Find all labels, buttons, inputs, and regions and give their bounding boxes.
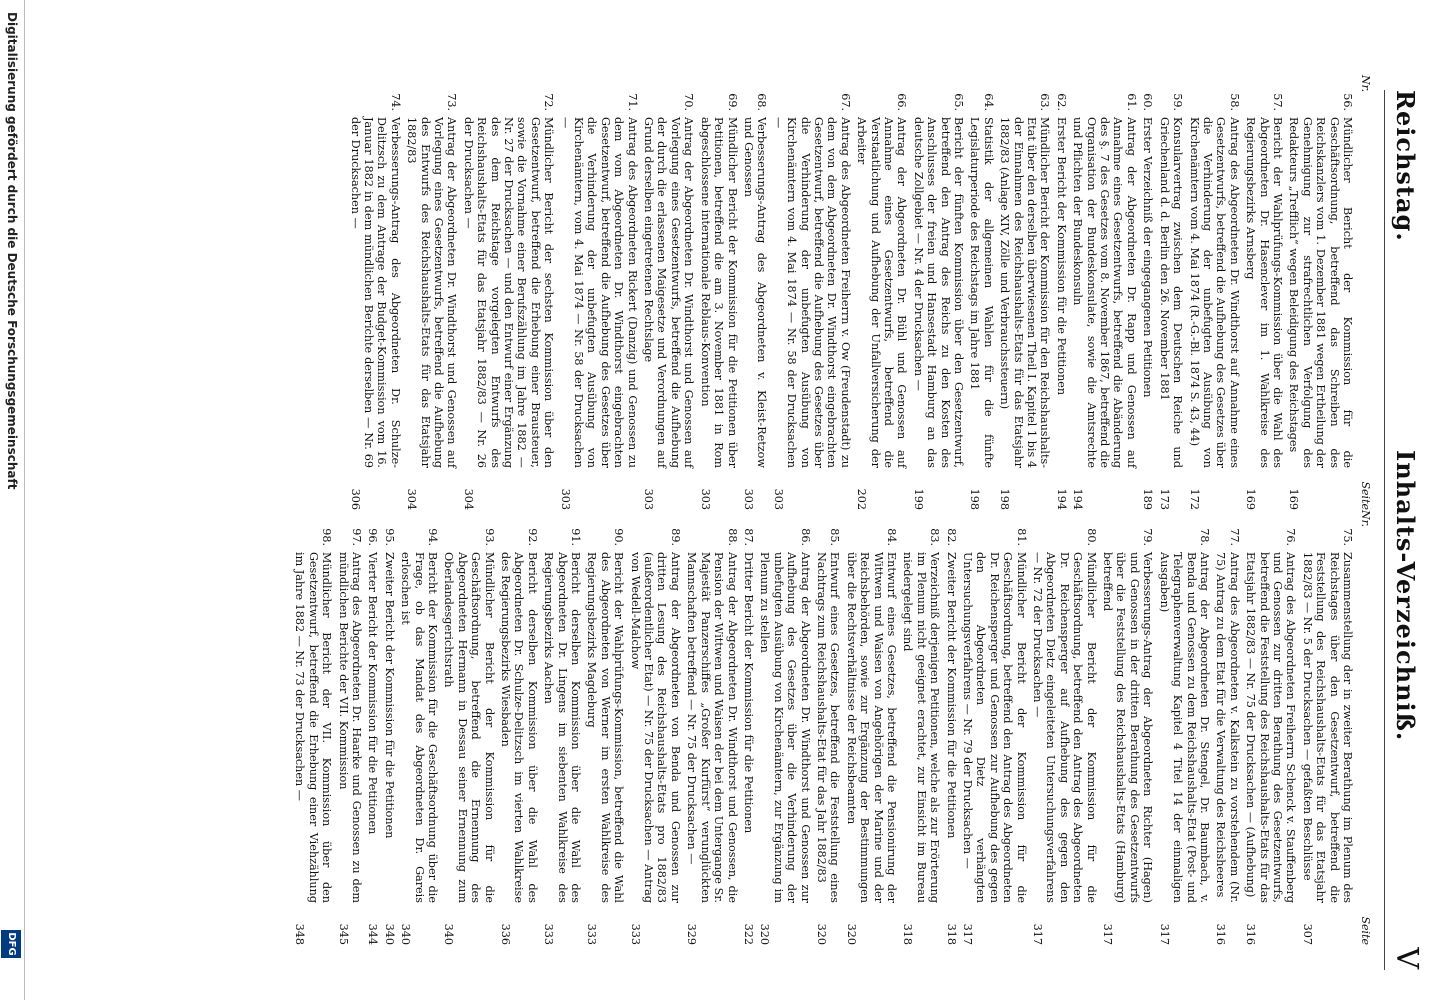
- nr-head: Nr.: [1359, 75, 1372, 93]
- entry-number: 72.: [542, 93, 556, 111]
- toc-entry: [642, 75, 696, 510]
- entry-title: Bericht der Kommission für die Geschäftsordnung über die Frage, ob das Mandat des Abgeordneten Dr. Gareis erloschen ist: [399, 552, 439, 903]
- entry-page: 198: [998, 488, 1012, 510]
- entry-title: Mündlicher Bericht der Kommission für die Geschäftsordnung, betreffend den Antrag des Abgeordneten Dr. Reichensperger auf Aufhebung des gegen den Abgeordneten Dietz eingeleiteten Untersuchungsverfahrens — Nr. 72 der Drucksachen —: [1031, 552, 1098, 903]
- entry-number: 97.: [349, 528, 363, 546]
- entry-page: 318: [901, 923, 915, 945]
- left-column: [345, 75, 1372, 510]
- entry-number: 73.: [445, 93, 459, 111]
- entry-number: 62.: [1054, 93, 1068, 111]
- entry-title: Mündlicher Bericht der Kommission für die Geschäftsordnung, betreffend den Antrag des Abgeordneten Dr. Reichensperger und Genossen zur Aufhebung des gegen den Abgeordneten Dietz verhängten Untersuchungsverfahrens — Nr. 79 der Drucksachen —: [961, 552, 1028, 903]
- entry-title: Antrag des Abgeordneten Freiherrn Schenck v. Stauffenberg und Genossen zur dritten Berathung des Gesetzentwurfs, betreffend die Feststellung des Reichshaushalts-Etats für das Etatsjahr 1882/83 — Nr. 75 der Drucksachen — (Aufhebung): [1244, 552, 1298, 903]
- funding-note: Digitalisierung gefördert durch die Deutsche Forschungsgemeinschaft: [5, 12, 19, 490]
- entry-title: Antrag des Abgeordneten Dr. Windthorst auf Annahme eines Gesetzentwurfs, betreffend die Aufhebung des Gesetzes über die Verhinderung der unbefugten Ausübung von Kirchenämtern vom 4. Mai 1874 (R.-G.-Bl. 1874 S. 43, 44): [1187, 117, 1241, 468]
- entry-number: 66.: [895, 93, 909, 111]
- entry-page: 303: [642, 488, 656, 510]
- header-center: Inhalts-Verzeichniß.: [1391, 450, 1420, 742]
- entry-number: 93.: [482, 528, 496, 546]
- entry-title: Antrag der Abgeordneten Dr. Windthorst und Genossen auf Vorlegung eines Gesetzentwurfs, betreffend die Aufhebung des Entwurfs des Reichshaushalts-Etats für das Etatsjahr 1882/83: [405, 117, 459, 468]
- entry-number: 90.: [612, 528, 626, 546]
- entry-title: Bericht derselben Kommission über die Wahl des Abgeordneten Dr. Schulze-Delitzsch im vierten Wahlkreise des Regierungsbezirks Wiesbaden: [499, 552, 539, 903]
- entry-title: Entwurf eines Gesetzes, betreffend die Feststellung eines Nachtrags zum Reichshaushalts-Etat für das Jahr 1882/83: [814, 552, 842, 903]
- entry-title: Verzeichniß derjenigen Petitionen, welche als zur Erörterung im Plenum nicht geeignet erachtet, zur Einsicht im Bureau niedergelegt sind: [901, 552, 942, 903]
- entry-number: 87.: [741, 528, 755, 546]
- header-left: Reichstag.: [1391, 90, 1420, 242]
- toc-entry: [685, 510, 739, 945]
- toc-entry: [382, 510, 395, 945]
- entry-page: 303: [698, 488, 712, 510]
- entry-title: Antrag des Abgeordneten Freiherrn v. Ow (Freudenstadt) zu dem von dem Abgeordneten Dr. Windthorst eingebrachten Gesetzentwurf, betreffend die Aufhebung des Gesetzes über die Verhinderung der unbefugten Ausübung von Kirchenämtern vom 4. Mai 1874 — Nr. 58 der Drucksachen —: [771, 117, 852, 468]
- seite-head: Seite: [1359, 481, 1372, 510]
- entry-page: 202: [855, 488, 869, 510]
- entry-page: 303: [558, 488, 572, 510]
- entry-page: 303: [771, 488, 785, 510]
- entry-title: Erster Verzeichniß der eingegangenen Petitionen: [1141, 117, 1155, 398]
- toc-entry: [336, 510, 363, 945]
- toc-entry: [855, 75, 909, 510]
- entry-page: 333: [628, 923, 642, 945]
- toc-entry: [844, 510, 898, 945]
- entry-page: 322: [741, 923, 755, 945]
- dfg-logo: DFG: [1, 930, 21, 958]
- toc-entry: [348, 75, 402, 510]
- toc-entry: [1244, 510, 1298, 945]
- entry-title: Mündlicher Bericht der Kommission für die Petitionen über Petitionen, betreffend die am 3. November 1881 in Rom abgeschlossene internationale Reblaus-Konvention: [698, 117, 739, 468]
- entry-page: 317: [1101, 923, 1115, 945]
- seite-head: Seite: [1359, 916, 1372, 945]
- entry-number: 91.: [569, 528, 583, 546]
- toc-entry: [585, 510, 625, 945]
- entry-title: Bericht der fünften Kommission über den Gesetzentwurf, betreffend den Antrag des Reichs zu den Kosten des Anschlusses der freien und Hansestadt Hamburg an das deutsche Zollgebiet — Nr. 4 der Drucksachen —: [911, 117, 966, 468]
- entry-page: 340: [399, 923, 413, 945]
- entry-number: 59.: [1171, 93, 1185, 111]
- toc-entry: [542, 510, 582, 945]
- entry-title: Antrag der Abgeordneten Dr. Stengel, Dr. Baumbach, v. Benda und Genossen zu dem Reichshaushalts-Etat (Post- und Telegraphenverwaltung Kapitel 4 Titel 14 der einmaligen Ausgaben): [1157, 552, 1211, 903]
- header-rule: [1384, 90, 1385, 970]
- entry-number: 86.: [798, 528, 812, 546]
- entry-page: 173: [1157, 488, 1171, 510]
- toc-entry: [499, 510, 539, 945]
- entry-title: Antrag des Abgeordneten Rickert (Danzig) und Genossen zu dem vom Abgeordneten Dr. Windthorst eingebrachten Gesetzentwurf, betreffend die Aufhebung des Gesetzes über die Verhinderung der unbefugten Ausübung von Kirchenämtern, vom 4. Mai 1874 — Nr. 58 der Drucksachen —: [558, 117, 639, 468]
- toc-entry: [1071, 75, 1138, 510]
- running-head: [1384, 90, 1424, 970]
- toc-entry: [1287, 75, 1354, 510]
- entry-number: 84.: [885, 528, 898, 546]
- entry-page: 340: [382, 923, 396, 945]
- entry-title: Zweiter Bericht der Kommission für die Petitionen: [944, 552, 958, 839]
- entry-list: [348, 75, 1354, 510]
- toc-entry: [1187, 75, 1241, 510]
- entry-page: 336: [499, 923, 513, 945]
- entry-title: Dritter Bericht der Kommission für die Petitionen: [741, 552, 755, 834]
- entry-page: 303: [741, 488, 755, 510]
- right-column: [290, 510, 1372, 945]
- digitization-footer: [0, 0, 25, 1000]
- entry-title: Mündlicher Bericht der VII. Kommission über den Gesetzentwurf, betreffend die Erhebung einer Viehzählung im Jahre 1882 — Nr. 73 der Drucksachen —: [293, 552, 334, 903]
- entry-title: Antrag der Abgeordneten Dr. Bühl und Genossen auf Annahme eines Gesetzentwurfs, betreffend die Verstaatlichung und Aufhebung der Unfallversicherung der Arbeiter: [855, 117, 909, 468]
- entry-page: 329: [685, 923, 699, 945]
- entry-page: 333: [542, 923, 556, 945]
- page-number-roman: V: [1389, 947, 1424, 970]
- toc-entry: [968, 75, 995, 510]
- entry-number: 71.: [625, 93, 639, 111]
- toc-entry: [1244, 75, 1284, 510]
- entry-number: 65.: [952, 93, 966, 111]
- toc-entry: [1141, 75, 1154, 510]
- entry-number: 63.: [1038, 93, 1052, 111]
- toc-entry: [998, 75, 1052, 510]
- entry-page: 199: [911, 488, 925, 510]
- column-head: [1354, 510, 1372, 945]
- toc-entry: [698, 75, 738, 510]
- toc-entry: [1300, 510, 1354, 945]
- entry-page: 194: [1054, 488, 1068, 510]
- entry-title: Konsularvertrag zwischen dem Deutschen Reiche und Griechenland d. d. Berlin den 26. November 1881: [1157, 117, 1185, 468]
- toc-entry: [758, 510, 812, 945]
- entry-title: Zusammenstellung der in zweiter Berathung im Plenum des Reichstages über den Gesetzentwurf, betreffend die Feststellung des Reichshaushalts-Etats für das Etatsjahr 1882/83 — Nr. 5 der Drucksachen — gefaßten Beschlüsse: [1300, 552, 1354, 903]
- entry-number: 78.: [1197, 528, 1211, 546]
- entry-page: 318: [944, 923, 958, 945]
- toc-entry: [1031, 510, 1098, 945]
- toc-entry: [399, 510, 439, 945]
- entry-title: Verbesserungs-Antrag des Abgeordneten Dr. Schulze-Delitzsch zu dem Antrage der Budget-Kommission vom 16. Januar 1882 in dem mündlichen Berichte derselben — Nr. 69 der Drucksachen —: [348, 117, 402, 468]
- entry-number: 79.: [1141, 528, 1155, 546]
- entry-title: Antrag der Abgeordneten Dr. Rapp und Genossen auf Annahme eines Gesetzentwurfs, betreffend die Abänderung des §. 7 des Gesetzes vom 8. November 1867, betreffend die Organisation der Bundeskonsulate, sowie die Amtsrechte und Pflichten der Bundeskonsuln: [1071, 117, 1138, 468]
- toc-entry: [944, 510, 957, 945]
- entry-number: 68.: [755, 93, 769, 111]
- entry-number: 89.: [668, 528, 682, 546]
- entry-page: 304: [405, 488, 419, 510]
- entry-number: 69.: [725, 93, 739, 111]
- entry-title: Antrag des Abgeordneten Dr. Haarke und Genossen zu dem mündlichen Berichte der VII. Kommission: [336, 552, 363, 903]
- entry-title: Antrag der Abgeordneten Dr. Windthorst und Genossen, die Pension der Wittwen und Waisen der bei dem Untergange Sr. Majestät Panzerschiffes „Großer Kurfürst“ verunglückten Mannschaften betreffend — Nr. 75 der Drucksachen —: [685, 552, 739, 903]
- entry-number: 74.: [388, 93, 402, 111]
- entry-number: 56.: [1341, 93, 1354, 111]
- entry-number: 77.: [1227, 528, 1241, 546]
- toc-entry: [901, 510, 941, 945]
- entry-number: 76.: [1284, 528, 1298, 546]
- toc-entry: [911, 75, 965, 510]
- entry-number: 98.: [320, 528, 334, 546]
- toc-entry: [771, 75, 851, 510]
- entry-number: 94.: [426, 528, 439, 546]
- toc-entry: [1054, 75, 1067, 510]
- entry-title: Mündlicher Bericht der Kommission für den Reichshaushalts-Etat über den derselben überwiesenen Theil I. Kapitel 1 bis 4 der Einnahmen des Reichshaushalts-Etats für das Etatsjahr 1882/83 (Anlage XIV, Zölle und Verbrauchssteuern): [998, 117, 1052, 468]
- toc-entry: [558, 75, 638, 510]
- toc-entry: [405, 75, 459, 510]
- entry-number: 96.: [366, 528, 380, 546]
- entry-page: 348: [293, 923, 307, 945]
- entry-page: 189: [1141, 488, 1155, 510]
- entry-title: Antrag der Abgeordneten Dr. Windthorst und Genossen auf Vorlegung eines Gesetzentwurfs, betreffend die Aufhebung der durch die erlassenen Maigesetze und Verordnungen auf Grund derselben eingetretenen Rechtslage: [642, 117, 696, 468]
- toc-entry: [815, 510, 842, 945]
- toc-entry: [1157, 75, 1184, 510]
- entry-number: 75.: [1341, 528, 1354, 546]
- entry-page: 172: [1187, 488, 1201, 510]
- toc-entry: [293, 510, 333, 945]
- entry-number: 83.: [928, 528, 942, 546]
- entry-number: 88.: [725, 528, 739, 546]
- entry-page: 317: [1031, 923, 1045, 945]
- entry-page: 307: [1300, 923, 1314, 945]
- entry-number: 67.: [838, 93, 852, 111]
- entry-title: Mündlicher Bericht der sechsten Kommission über den Gesetzentwurf, betreffend die Erhebung einer Brausteuer, sowie die Vornahme einer Berufszählung im Jahre 1882 — Nr. 27 der Drucksachen — und den Entwurf einer Ergänzung des dem Reichstage vorgelegten Entwurfs des Reichshaushalts-Etats für das Etatsjahr 1882/83 — Nr. 26 der Drucksachen —: [461, 117, 556, 468]
- toc-entry: [742, 75, 769, 510]
- entry-page: 194: [1071, 488, 1085, 510]
- entry-page: 317: [1157, 923, 1171, 945]
- entry-title: Entwurf eines Gesetzes, betreffend die Pensionirung der Wittwen und Waisen von Angehörigen der Marine und der Reichsbehörden, sowie zur Ergänzung der Bestimmungen über die Rechtsverhältnisse der Reichsbeamten: [844, 552, 898, 903]
- entry-page: 304: [461, 488, 475, 510]
- entry-title: Verbesserungs-Antrag des Abgeordneten v. Kleist-Retzow und Genossen: [741, 117, 769, 468]
- entry-title: Mündlicher Bericht der Kommission für die Geschäftsordnung, betreffend das Schreiben des Reichskanzlers vom 1. Dezember 1881 wegen Ertheilung der Genehmigung zur strafrechtlichen Verfolgung des Redakteurs „Trefflich“ wegen Beleidigung des Reichstages: [1287, 117, 1354, 468]
- entry-title: Bericht der Wahlprüfungs-Kommission über die Wahl des Abgeordneten Dr. Hasenclever im 1. Wahlkreise des Regierungsbezirks Arnsberg: [1244, 117, 1284, 468]
- entry-title: Verbesserungs-Antrag der Abgeordneten Richter (Hagen) und Genossen in der dritten Berathung des Gesetzentwurfs über die Feststellung des Reichshaushalts-Etats (Hamburg) betreffend: [1101, 552, 1155, 903]
- entry-title: Erster Bericht der Kommission für die Petitionen: [1054, 117, 1068, 396]
- toc-entry: [1157, 510, 1211, 945]
- entry-number: 95.: [382, 528, 396, 546]
- toc-entry: [442, 510, 496, 945]
- entry-page: 198: [968, 488, 982, 510]
- entry-title: Mündlicher Bericht der Kommission für die Geschäftsordnung, betreffend die Ernennung des Abgeordneten Hermann in Dessau seiner Ernennung zum Oberlandesgerichtsrath: [442, 552, 496, 903]
- entry-page: 317: [961, 923, 975, 945]
- entry-title: Bericht der Wahlprüfungs-Kommission, betreffend die Wahl des Abgeordneten von Werner im ersten Wahlkreise des Regierungsbezirks Magdeburg: [585, 552, 626, 903]
- entry-number: 80.: [1084, 528, 1098, 546]
- entry-number: 58.: [1227, 93, 1241, 111]
- entry-page: 169: [1287, 488, 1301, 510]
- entry-title: Antrag des Abgeordneten v. Kalkstein zu vorstehendem (Nr. 75) Antrag zu dem Etat für die Verwaltung des Reichsheeres: [1214, 552, 1241, 903]
- entry-page: 320: [758, 923, 772, 945]
- entry-title: Antrag der Abgeordneten von Benda und Genossen zur dritten Lesung des Reichshaushalts-Etats pro 1882/83 (außerordentlicher Etat) — Nr. 75 der Drucksachen — Antrag von Wedell-Malchow: [628, 552, 682, 903]
- entry-number: 85.: [828, 528, 842, 546]
- entry-page: 333: [585, 923, 599, 945]
- entry-list: [293, 510, 1354, 945]
- toc-entry: [1214, 510, 1241, 945]
- entry-page: 169: [1244, 488, 1258, 510]
- entry-title: Antrag der Abgeordneten Dr. Windthorst und Genossen zur Aufhebung des Gesetzes über die Verhinderung der unbefugten Ausübung von Kirchenämtern, zur Ergänzung im Plenum zu stellen: [758, 552, 812, 903]
- entry-number: 82.: [944, 528, 958, 546]
- toc-entry: [628, 510, 682, 945]
- toc-entry: [366, 510, 379, 945]
- nr-head: Nr.: [1359, 510, 1372, 528]
- entry-page: 320: [814, 923, 828, 945]
- column-head: [1354, 75, 1372, 510]
- entry-page: 306: [348, 488, 362, 510]
- entry-number: 64.: [981, 93, 995, 111]
- toc-entry: [461, 75, 555, 510]
- entry-page: 320: [844, 923, 858, 945]
- entry-number: 57.: [1270, 93, 1284, 111]
- entry-title: Zweiter Bericht der Kommission für die Petitionen: [382, 552, 396, 839]
- toc-entry: [1101, 510, 1155, 945]
- entry-number: 60.: [1141, 93, 1155, 111]
- entry-number: 81.: [1014, 528, 1028, 546]
- entry-page: 316: [1214, 923, 1228, 945]
- entry-title: Vierter Bericht der Kommission für die Petitionen: [366, 552, 380, 835]
- entry-number: 61.: [1124, 93, 1138, 111]
- entry-page: 316: [1244, 923, 1258, 945]
- toc-entry: [961, 510, 1028, 945]
- entry-title: Statistik der allgemeinen Wahlen für die fünfte Legislaturperiode des Reichstags im Jahre 1881: [968, 117, 995, 468]
- toc-entry: [742, 510, 755, 945]
- entry-page: 344: [366, 923, 380, 945]
- entry-number: 70.: [682, 93, 696, 111]
- entry-title: Bericht derselben Kommission über die Wahl des Abgeordneten Dr. Lingens im siebenten Wahlkreise des Regierungsbezirks Aachen: [542, 552, 583, 903]
- entry-page: 340: [442, 923, 456, 945]
- entry-page: 345: [336, 923, 350, 945]
- entry-number: 92.: [525, 528, 539, 546]
